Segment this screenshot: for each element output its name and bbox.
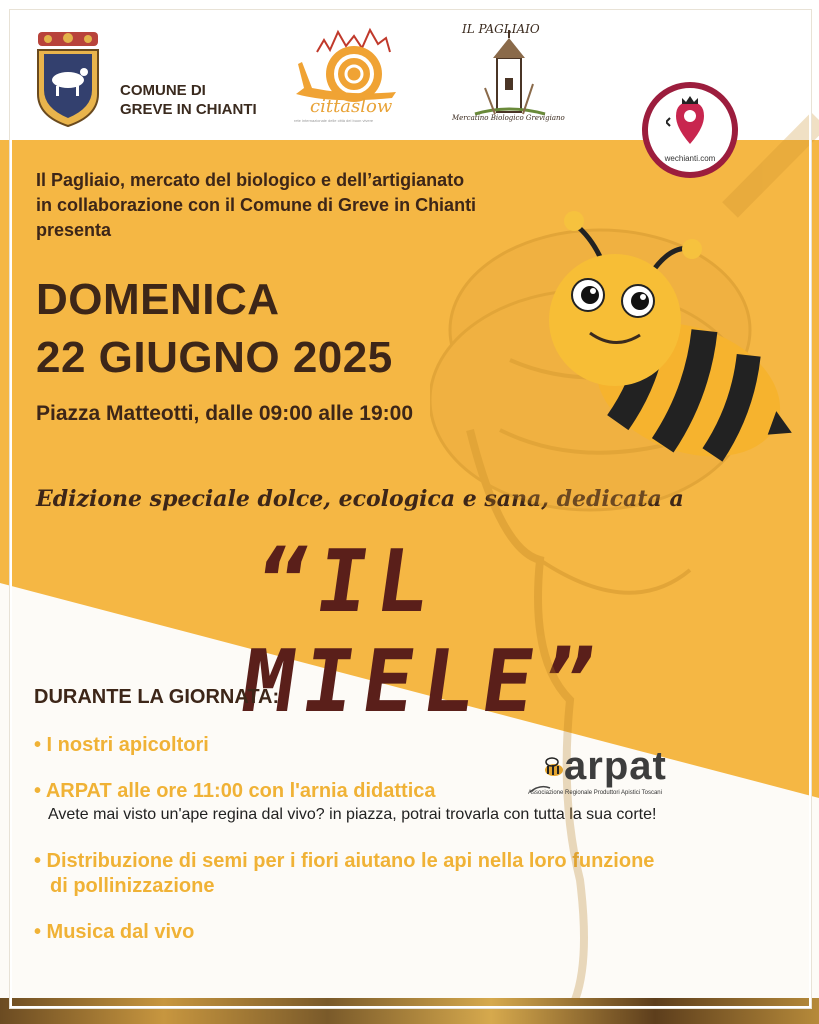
program-item-arpat-detail: Avete mai visto un'ape regina dal vivo? in piazza, potrai trovarla con tutta la sua corte! — [48, 806, 657, 823]
program-item-seeds-line2: di pollinizzazione — [50, 875, 215, 897]
arpat-logo-text: arpat — [564, 744, 667, 788]
wechianti-badge[interactable] — [642, 82, 738, 178]
event-title: “IL MIELE” — [235, 532, 609, 732]
pagliaio-subtitle: Mercatino Biologico Grevigiano — [452, 114, 565, 122]
comune-name — [120, 81, 257, 119]
comune-line1: COMUNE DI — [120, 82, 206, 99]
event-date: 22 GIUGNO 2025 — [36, 333, 393, 382]
comune-line2: GREVE IN CHIANTI — [120, 101, 257, 118]
bee-illustration — [540, 205, 800, 475]
honeycomb-photo-strip — [0, 998, 819, 1024]
event-day: DOMENICA — [36, 275, 280, 324]
intro-line2: in collaborazione con il Comune di Greve in Chianti — [36, 195, 477, 215]
event-place-time: Piazza Matteotti, dalle 09:00 alle 19:00 — [36, 402, 413, 425]
greve-crest-logo — [34, 32, 102, 128]
intro-line3: presenta — [36, 220, 112, 240]
program-item-arpat: • ARPAT alle ore 11:00 con l'arnia didattica — [34, 780, 436, 802]
intro-line1: Il Pagliaio, mercato del biologico e dell’artigianato — [36, 170, 465, 190]
cittaslow-subtitle: rete internazionale delle città del buon vivere — [294, 118, 374, 123]
cittaslow-name: cittaslow — [310, 96, 393, 117]
pagliaio-title: IL PAGLIAIO — [462, 22, 540, 36]
intro-text — [36, 168, 476, 243]
program-item-seeds-line1: • Distribuzione di semi per i fiori aiutano le api nella loro funzione — [34, 850, 655, 872]
program-item-beekeepers: • I nostri apicoltori — [34, 734, 209, 756]
arpat-logo-subtitle: Associazione Regionale Produttori Apistici Toscani — [528, 790, 662, 796]
wechianti-url: wechianti.com — [664, 154, 716, 163]
program-item-music: • Musica dal vivo — [34, 921, 195, 943]
event-tagline: Edizione speciale dolce, ecologica e sana, dedicata a — [36, 486, 684, 512]
program-heading: DURANTE LA GIORNATA: — [34, 686, 280, 708]
map-pin-icon — [666, 96, 714, 152]
